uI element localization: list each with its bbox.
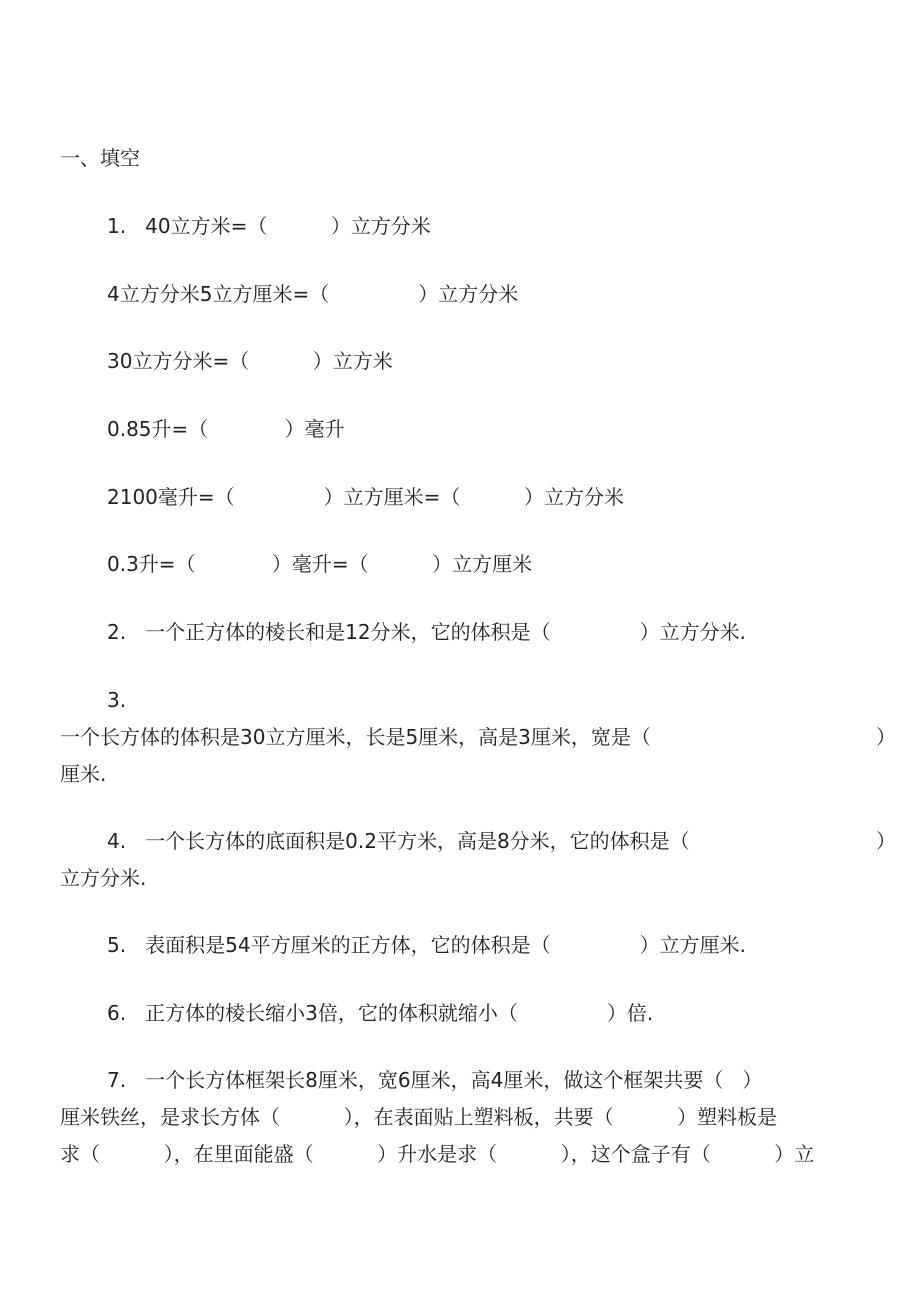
question-1-line-c: 30立方分米=（ ）立方米 [107, 349, 393, 373]
question-3-tail: 厘米. [60, 762, 107, 786]
question-1-line-b: 4立方分米5立方厘米=（ ）立方分米 [107, 282, 519, 306]
question-7-line-a: 7. 一个长方体框架长8厘米，宽6厘米，高4厘米，做这个框架共要（ ） [107, 1068, 763, 1092]
question-6: 6. 正方体的棱长缩小3倍，它的体积就缩小（ ）倍. [107, 1001, 654, 1025]
question-3-close-paren: ） [876, 725, 896, 749]
question-1-line-d: 0.85升=（ ）毫升 [107, 417, 345, 441]
question-4-tail: 立方分米. [60, 866, 147, 890]
section-title: 一、填空 [60, 146, 140, 170]
question-4-body: 4. 一个长方体的底面积是0.2平方米，高是8分米，它的体积是（ [107, 829, 690, 853]
question-3-body: 一个长方体的体积是30立方厘米，长是5厘米，高是3厘米，宽是（ [60, 725, 651, 749]
question-5: 5. 表面积是54平方厘米的正方体，它的体积是（ ）立方厘米. [107, 933, 746, 957]
question-4-close-paren: ） [876, 829, 896, 853]
question-7-line-b: 厘米铁丝，是求长方体（ ），在表面贴上塑料板，共要（ ）塑料板是 [60, 1105, 778, 1129]
question-7-line-c: 求（ ），在里面能盛（ ）升水是求（ ），这个盒子有（ ）立 [60, 1142, 815, 1166]
question-2: 2. 一个正方体的棱长和是12分米，它的体积是（ ）立方分米. [107, 620, 746, 644]
question-3-number: 3. [107, 688, 127, 712]
question-1-line-a: 1. 40立方米=（ ）立方分米 [107, 214, 431, 238]
question-1-line-e: 2100毫升=（ ）立方厘米=（ ）立方分米 [107, 485, 624, 509]
question-1-line-f: 0.3升=（ ）毫升=（ ）立方厘米 [107, 552, 533, 576]
